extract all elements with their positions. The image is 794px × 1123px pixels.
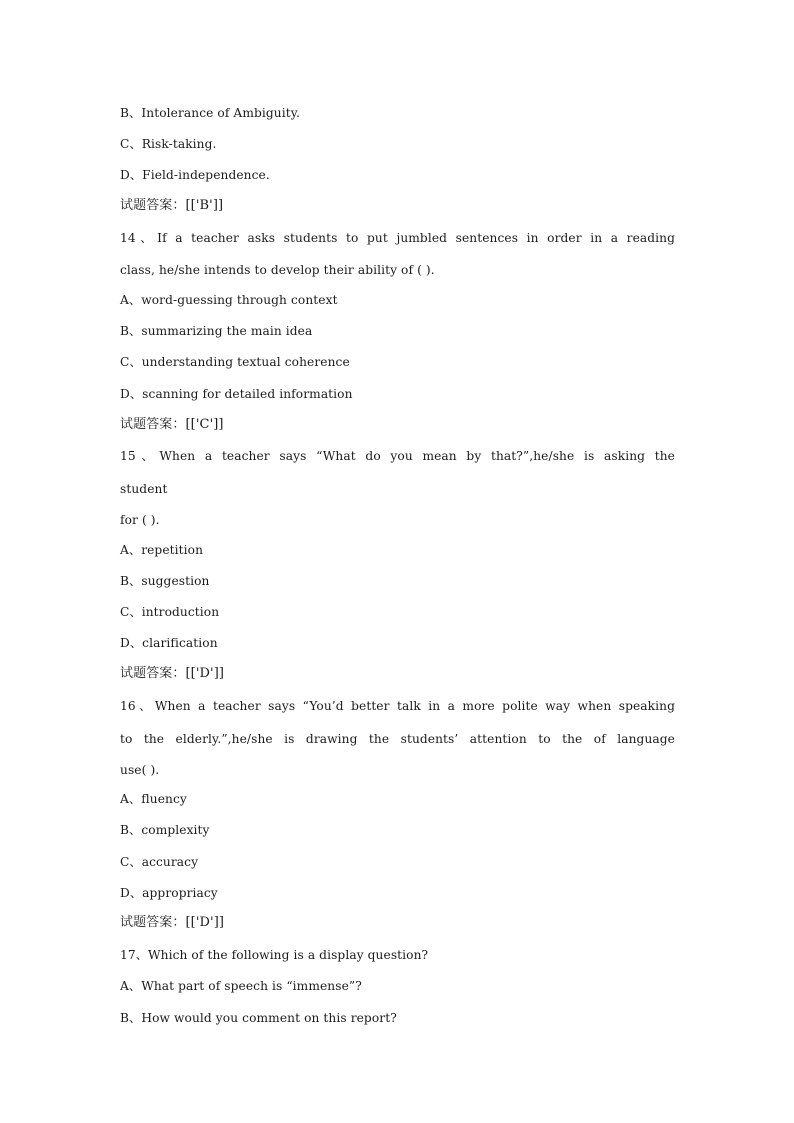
option-line: C、accuracy xyxy=(120,855,199,869)
question-line: 16、When a teacher says “You’d better talk in a more polite way when speaking xyxy=(120,699,675,713)
option-line: D、scanning for detailed information xyxy=(120,387,353,401)
option-line: C、Risk-taking. xyxy=(120,137,217,151)
option-line: D、appropriacy xyxy=(120,886,218,900)
answer-line: 试题答案：[['C']] xyxy=(120,417,224,432)
question-line: 14、If a teacher asks students to put jumbled sentences in order in a reading xyxy=(120,231,675,245)
option-line: A、fluency xyxy=(120,792,187,806)
option-line: B、summarizing the main idea xyxy=(120,324,313,338)
option-line: D、clarification xyxy=(120,636,218,650)
question-line: 17、Which of the following is a display question? xyxy=(120,948,429,962)
option-line: B、complexity xyxy=(120,823,210,837)
answer-line: 试题答案：[['D']] xyxy=(120,915,225,930)
option-line: C、introduction xyxy=(120,605,220,619)
answer-line: 试题答案：[['B']] xyxy=(120,198,224,213)
option-line: B、Intolerance of Ambiguity. xyxy=(120,106,301,120)
question-line: use( ). xyxy=(120,763,160,777)
option-line: A、What part of speech is “immense”? xyxy=(120,979,362,993)
option-line: D、Field-independence. xyxy=(120,168,270,182)
question-line: to the elderly.”,he/she is drawing the students’ attention to the of language xyxy=(120,732,675,746)
question-line: student xyxy=(120,482,168,496)
option-line: B、How would you comment on this report? xyxy=(120,1011,397,1025)
option-line: A、word-guessing through context xyxy=(120,293,338,307)
question-line: 15、When a teacher says “What do you mean by that?”,he/she is asking the xyxy=(120,449,675,463)
option-line: A、repetition xyxy=(120,543,204,557)
option-line: C、understanding textual coherence xyxy=(120,355,350,369)
option-line: B、suggestion xyxy=(120,574,210,588)
answer-line: 试题答案：[['D']] xyxy=(120,666,225,681)
question-line: class, he/she intends to develop their ability of ( ). xyxy=(120,263,435,277)
question-line: for ( ). xyxy=(120,513,160,527)
